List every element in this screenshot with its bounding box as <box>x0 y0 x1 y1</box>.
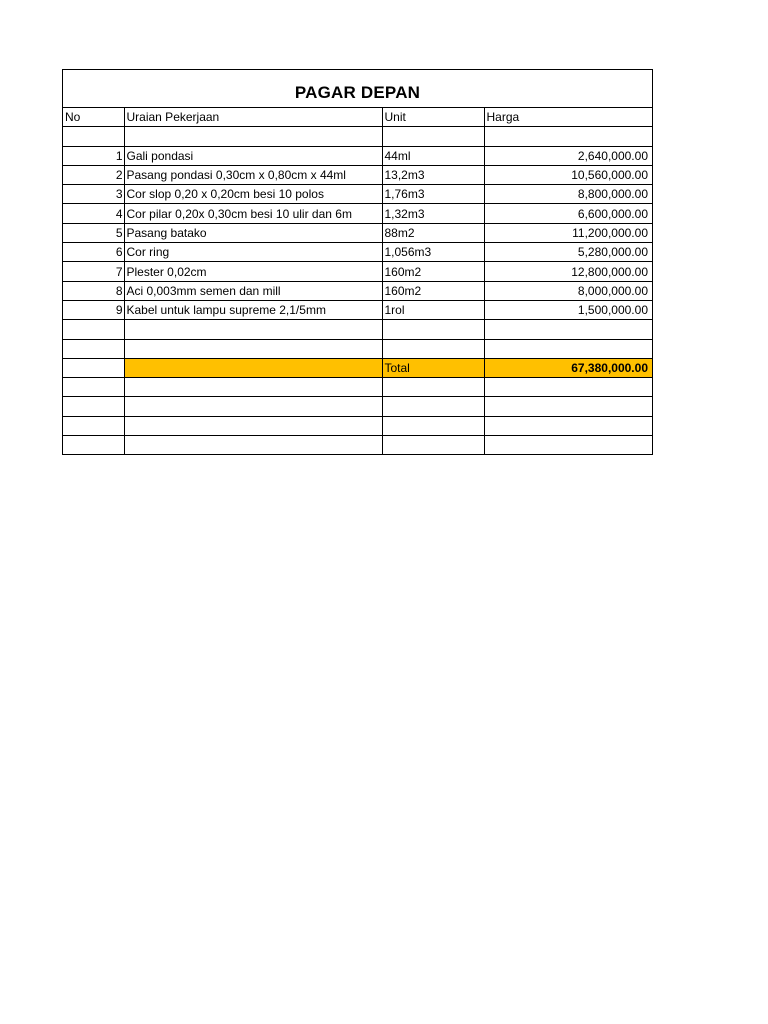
item-price: 1,500,000.00 <box>484 300 652 319</box>
item-price: 8,000,000.00 <box>484 281 652 300</box>
table-row <box>63 165 652 184</box>
total-label: Total <box>382 358 484 377</box>
table-row <box>63 185 652 204</box>
item-no: 8 <box>63 281 124 300</box>
table-row <box>63 300 652 319</box>
item-desc: Gali pondasi <box>124 146 382 165</box>
item-desc: Pasang pondasi 0,30cm x 0,80cm x 44ml <box>124 165 382 184</box>
item-unit: 13,2m3 <box>382 165 484 184</box>
table-row <box>63 146 652 165</box>
item-unit: 44ml <box>382 146 484 165</box>
header-row <box>63 108 652 127</box>
item-no: 7 <box>63 262 124 281</box>
header-desc: Uraian Pekerjaan <box>124 108 382 127</box>
item-no: 3 <box>63 185 124 204</box>
item-price: 11,200,000.00 <box>484 223 652 242</box>
item-desc: Aci 0,003mm semen dan mill <box>124 281 382 300</box>
item-no: 9 <box>63 300 124 319</box>
table-row <box>63 204 652 223</box>
blank-row <box>63 397 652 416</box>
item-no: 4 <box>63 204 124 223</box>
item-desc: Cor slop 0,20 x 0,20cm besi 10 polos <box>124 185 382 204</box>
sheet-title: PAGAR DEPAN <box>63 70 652 108</box>
item-unit: 1rol <box>382 300 484 319</box>
item-price: 5,280,000.00 <box>484 243 652 262</box>
table-row <box>63 281 652 300</box>
item-price: 2,640,000.00 <box>484 146 652 165</box>
item-unit: 160m2 <box>382 281 484 300</box>
item-unit: 1,056m3 <box>382 243 484 262</box>
cost-table <box>63 108 652 454</box>
blank-row <box>63 378 652 397</box>
cost-sheet <box>62 69 653 455</box>
item-no: 5 <box>63 223 124 242</box>
blank-row <box>63 436 652 455</box>
table-row <box>63 262 652 281</box>
item-no: 6 <box>63 243 124 262</box>
item-desc: Cor pilar 0,20x 0,30cm besi 10 ulir dan 6m <box>124 204 382 223</box>
item-price: 8,800,000.00 <box>484 185 652 204</box>
header-unit: Unit <box>382 108 484 127</box>
blank-row <box>63 127 652 146</box>
table-row <box>63 223 652 242</box>
blank-row <box>63 416 652 435</box>
item-price: 10,560,000.00 <box>484 165 652 184</box>
item-desc: Pasang batako <box>124 223 382 242</box>
total-highlight-cell <box>124 358 382 377</box>
item-unit: 88m2 <box>382 223 484 242</box>
item-unit: 160m2 <box>382 262 484 281</box>
item-unit: 1,76m3 <box>382 185 484 204</box>
item-unit: 1,32m3 <box>382 204 484 223</box>
total-row <box>63 358 652 377</box>
blank-row <box>63 339 652 358</box>
item-no: 1 <box>63 146 124 165</box>
item-desc: Cor ring <box>124 243 382 262</box>
item-price: 12,800,000.00 <box>484 262 652 281</box>
item-no: 2 <box>63 165 124 184</box>
blank-row <box>63 320 652 339</box>
item-desc: Kabel untuk lampu supreme 2,1/5mm <box>124 300 382 319</box>
total-value: 67,380,000.00 <box>484 358 652 377</box>
header-price: Harga <box>484 108 652 127</box>
item-desc: Plester 0,02cm <box>124 262 382 281</box>
header-no: No <box>63 108 124 127</box>
table-row <box>63 243 652 262</box>
item-price: 6,600,000.00 <box>484 204 652 223</box>
